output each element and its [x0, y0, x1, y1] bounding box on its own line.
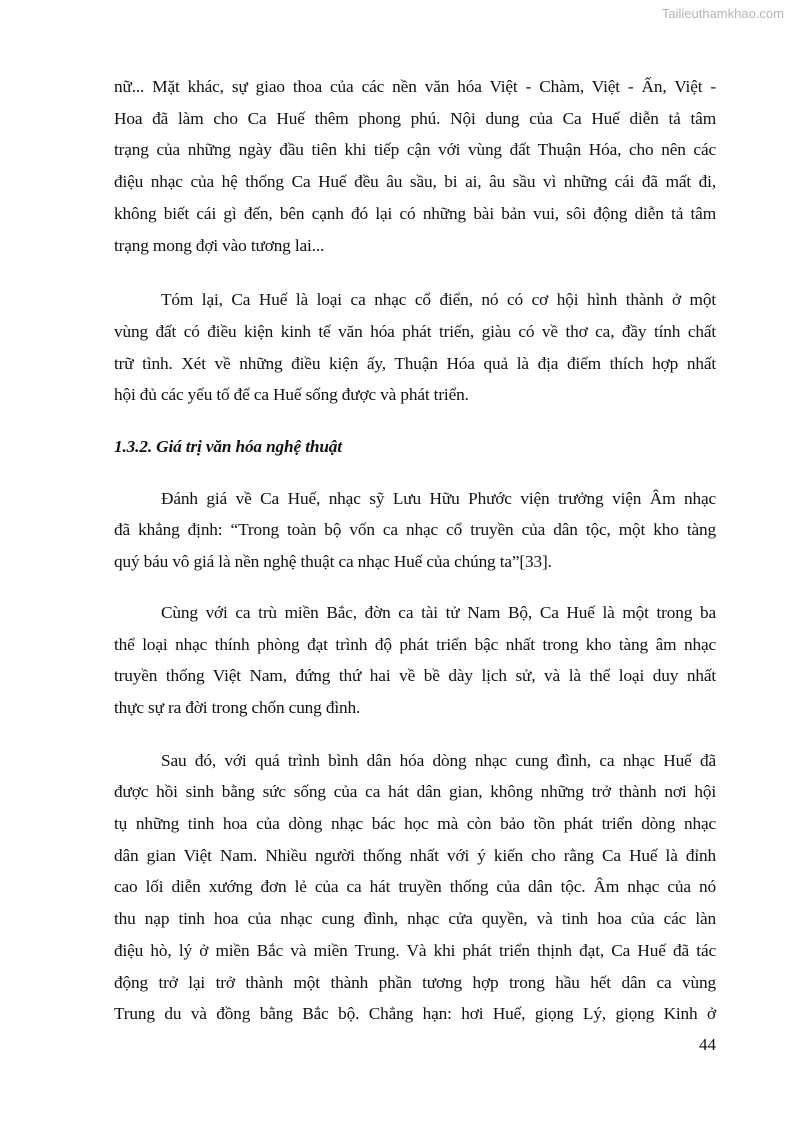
text-line: cao lối diễn xướng đơn lẻ của ca hát truyền thống của dân tộc. Âm nhạc của nó [114, 877, 716, 897]
watermark: Tailieuthamkhao.com [661, 6, 784, 21]
text-line: nữ... Mặt khác, sự giao thoa của các nền văn hóa Việt - Chàm, Việt - Ấn, Việt - [114, 77, 716, 96]
text-line: đã khẳng định: “Trong toàn bộ vốn ca nhạc cổ truyền của dân tộc, một kho tàng [114, 520, 716, 540]
text-line: Đánh giá về Ca Huế, nhạc sỹ Lưu Hữu Phước viện trưởng viện Âm nhạc [161, 488, 716, 508]
paragraph [114, 745, 716, 1030]
paragraph [114, 284, 716, 411]
text-line: Sau đó, với quá trình bình dân hóa dòng nhạc cung đình, ca nhạc Huế đã [161, 750, 716, 770]
text-line: Hoa đã làm cho Ca Huế thêm phong phú. Nội dung của Ca Huế diễn tả tâm [114, 108, 716, 128]
text-line: trạng mong đợi vào tương lai... [114, 235, 325, 255]
text-line: thể loại nhạc thính phòng đạt trình độ phát triển bậc nhất trong kho tàng âm nhạc [114, 634, 716, 654]
page-number: 44 [699, 1034, 716, 1054]
text-line: trữ tình. Xét về những điều kiện ấy, Thuận Hóa quả là địa điểm thích hợp nhất [114, 353, 716, 373]
text-line: Cùng với ca trù miền Bắc, đờn ca tài tử Nam Bộ, Ca Huế là một trong ba [161, 602, 716, 622]
text-line: dân gian Việt Nam. Nhiều người thống nhất với ý kiến cho rằng Ca Huế là đỉnh [114, 845, 716, 865]
paragraph [114, 597, 716, 724]
section-heading: 1.3.2. Giá trị văn hóa nghệ thuật [114, 437, 342, 457]
text-line: điệu hò, lý ở miền Bắc và miền Trung. Và khi phát triển thịnh đạt, Ca Huế đã tác [114, 940, 716, 960]
text-line: được hồi sinh bằng sức sống của ca hát dân gian, không những trở thành nơi hội [114, 782, 716, 802]
text-line: hội đủ các yếu tố để ca Huế sống được và phát triển. [114, 385, 469, 405]
paragraph [114, 483, 716, 578]
text-line: tụ những tinh hoa của dòng nhạc bác học mà còn bảo tồn phát triển dòng nhạc [114, 814, 716, 834]
text-line: vùng đất có điều kiện kinh tế văn hóa phát triển, giàu có về thơ ca, đầy tính chất [114, 321, 716, 341]
paragraph [114, 71, 716, 261]
text-line: truyền thống Việt Nam, đứng thứ hai về bề dày lịch sử, và là thể loại duy nhất [114, 666, 716, 686]
text-line: thực sự ra đời trong chốn cung đình. [114, 697, 361, 717]
paragraphs-before-heading [114, 71, 716, 411]
text-line: động trở lại trở thành một thành phần tương hợp trong hầu hết dân ca vùng [114, 972, 716, 992]
text-line: quý báu vô giá là nền nghệ thuật ca nhạc Huế của chúng ta”[33]. [114, 552, 552, 572]
text-line: không biết cái gì đến, bên cạnh đó lại có những bài bản vui, sôi động diễn tả tâm [114, 203, 716, 223]
document-body [114, 71, 716, 1056]
text-line: Tóm lại, Ca Huế là loại ca nhạc cổ điển, nó có cơ hội hình thành ở một [161, 290, 716, 310]
paragraphs-after-heading [114, 483, 716, 1030]
text-line: trạng của những ngày đầu tiên khi tiếp cận với vùng đất Thuận Hóa, cho nên các [114, 140, 716, 160]
text-line: điệu nhạc của hệ thống Ca Huế đều âu sầu, bi ai, âu sầu vì những cái đã mất đi, [114, 172, 716, 192]
text-line: thu nạp tinh hoa của nhạc cung đình, nhạc cửa quyền, và tinh hoa của các làn [114, 909, 716, 929]
text-line: Trung du và đồng bằng Bắc bộ. Chẳng hạn: hơi Huế, giọng Lý, giọng Kinh ở [114, 1004, 716, 1024]
